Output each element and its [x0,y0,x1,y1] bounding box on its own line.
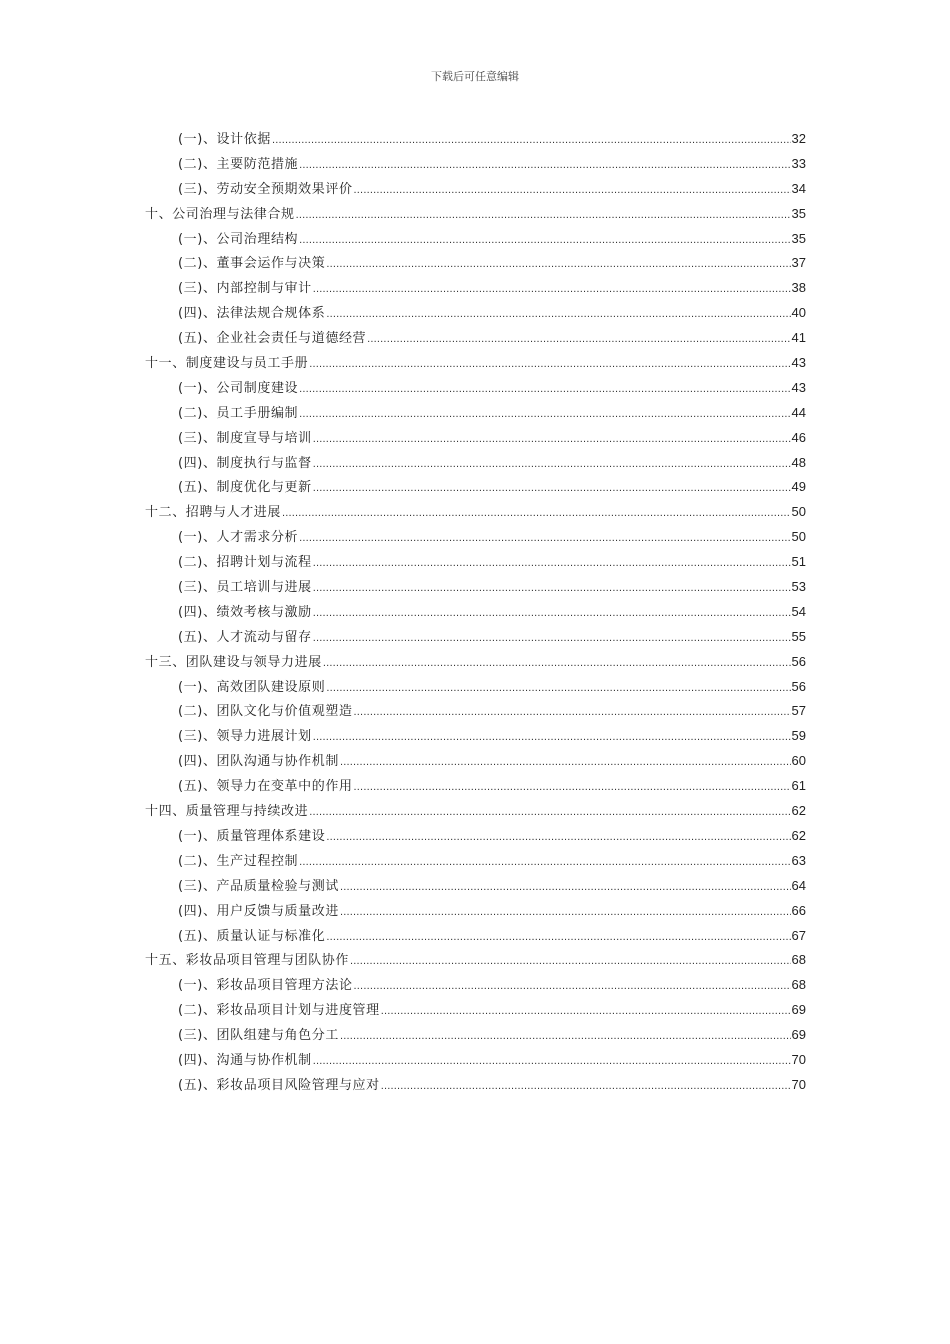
toc-entry-page: 54 [791,603,806,619]
toc-dot-leader [326,925,790,950]
toc-dot-leader [326,252,790,277]
toc-entry[interactable] [145,699,806,724]
toc-entry-page: 61 [791,778,806,794]
toc-entry-title: (一)、高效团队建设原则 [178,679,326,695]
toc-entry-page: 55 [791,628,806,644]
toc-dot-leader [340,750,791,775]
toc-dot-leader [354,700,791,725]
toc-entry-page: 66 [791,902,806,918]
toc-dot-leader [313,551,791,576]
toc-entry-title: (四)、用户反馈与质量改进 [178,903,339,919]
toc-entry-title: (五)、领导力在变革中的作用 [178,779,353,795]
toc-entry-title: (二)、董事会运作与决策 [178,256,326,272]
toc-entry-title: (三)、劳动安全预期效果评价 [178,181,353,197]
toc-entry-title: 十五、彩妆品项目管理与团队协作 [145,953,350,969]
toc-entry[interactable] [145,227,806,252]
toc-dot-leader [340,900,791,925]
toc-dot-leader [326,825,790,850]
toc-entry[interactable] [145,326,806,351]
toc-entry-page: 38 [791,280,806,296]
toc-dot-leader [326,676,790,701]
toc-entry-title: (二)、生产过程控制 [178,853,299,869]
toc-dot-leader [313,601,791,626]
toc-entry-page: 44 [791,404,806,420]
toc-entry[interactable] [145,600,806,625]
toc-entry-page: 60 [791,753,806,769]
toc-entry-page: 33 [791,155,806,171]
toc-dot-leader [299,526,790,551]
toc-entry-page: 51 [791,554,806,570]
toc-entry[interactable] [145,1073,806,1098]
toc-dot-leader [340,1024,791,1049]
table-of-contents [145,127,806,1098]
toc-entry[interactable] [145,874,806,899]
toc-dot-leader [340,875,791,900]
toc-dot-leader [299,228,790,253]
toc-entry-title: (三)、员工培训与进展 [178,580,312,596]
toc-entry-page: 57 [791,703,806,719]
toc-dot-leader [309,800,790,825]
toc-entry-title: (二)、团队文化与价值观塑造 [178,704,353,720]
toc-entry-title: (五)、人才流动与留存 [178,629,312,645]
toc-entry-page: 62 [791,803,806,819]
toc-entry-title: (五)、彩妆品项目风险管理与应对 [178,1077,380,1093]
toc-entry[interactable] [145,152,806,177]
toc-dot-leader [282,501,791,526]
toc-entry[interactable] [145,575,806,600]
toc-dot-leader [367,327,790,352]
toc-entry-title: (一)、质量管理体系建设 [178,828,326,844]
toc-entry-page: 32 [791,131,806,146]
toc-entry-page: 70 [791,1076,806,1092]
toc-dot-leader [313,476,791,501]
toc-entry-title: (三)、团队组建与角色分工 [178,1028,339,1044]
toc-entry-page: 40 [791,305,806,321]
toc-entry[interactable] [145,899,806,924]
toc-entry[interactable] [145,998,806,1023]
toc-dot-leader [381,1074,791,1099]
toc-entry-page: 67 [791,927,806,943]
toc-entry-title: (二)、招聘计划与流程 [178,555,312,571]
toc-entry-title: (一)、人才需求分析 [178,530,299,546]
toc-entry[interactable] [145,301,806,326]
toc-entry-title: 十一、制度建设与员工手册 [145,356,309,372]
toc-entry[interactable] [145,177,806,202]
toc-dot-leader [296,203,791,228]
toc-entry-title: (三)、内部控制与审计 [178,281,312,297]
toc-entry-page: 69 [791,1002,806,1018]
toc-entry-title: (三)、制度宣导与培训 [178,430,312,446]
toc-dot-leader [381,999,791,1024]
toc-entry-page: 35 [791,230,806,246]
toc-entry-page: 63 [791,852,806,868]
toc-dot-leader [299,377,790,402]
toc-entry-page: 68 [791,952,806,968]
toc-entry[interactable] [145,625,806,650]
toc-entry-title: (三)、领导力进展计划 [178,729,312,745]
toc-entry-title: 十四、质量管理与持续改进 [145,804,309,820]
toc-entry[interactable] [145,799,806,824]
toc-dot-leader [299,153,790,178]
toc-dot-leader [354,974,791,999]
toc-entry-title: (二)、彩妆品项目计划与进度管理 [178,1003,380,1019]
toc-entry[interactable] [145,749,806,774]
toc-entry-title: (五)、质量认证与标准化 [178,928,326,944]
toc-entry[interactable] [145,127,806,152]
toc-entry[interactable] [145,550,806,575]
toc-entry-page: 46 [791,429,806,445]
toc-entry-page: 56 [791,678,806,694]
toc-dot-leader [313,427,791,452]
toc-entry-page: 64 [791,877,806,893]
toc-entry-title: (四)、制度执行与监督 [178,455,312,471]
toc-dot-leader [272,128,791,153]
toc-entry-title: (二)、员工手册编制 [178,405,299,421]
toc-entry[interactable] [145,426,806,451]
toc-entry-page: 62 [791,827,806,843]
toc-entry-title: (五)、企业社会责任与道德经营 [178,331,367,347]
toc-entry-page: 56 [791,653,806,669]
toc-dot-leader [323,651,791,676]
toc-entry-page: 43 [791,379,806,395]
toc-entry-page: 34 [791,180,806,196]
toc-entry-page: 50 [791,529,806,545]
toc-entry-title: (五)、制度优化与更新 [178,480,312,496]
toc-entry-title: (一)、公司制度建设 [178,380,299,396]
toc-entry[interactable] [145,650,806,675]
toc-entry[interactable] [145,351,806,376]
toc-entry[interactable] [145,1048,806,1073]
toc-dot-leader [326,302,790,327]
toc-entry-page: 70 [791,1051,806,1067]
toc-dot-leader [309,352,790,377]
toc-entry-page: 35 [791,205,806,221]
toc-dot-leader [313,1049,791,1074]
toc-entry-title: (一)、公司治理结构 [178,231,299,247]
toc-entry[interactable] [145,251,806,276]
toc-entry-title: (四)、绩效考核与激励 [178,604,312,620]
toc-entry[interactable] [145,948,806,973]
toc-entry-title: (一)、彩妆品项目管理方法论 [178,978,353,994]
toc-entry-page: 49 [791,479,806,495]
toc-entry[interactable] [145,675,806,700]
toc-dot-leader [354,775,791,800]
page-header: 下载后可任意编辑 [431,70,519,83]
toc-entry[interactable] [145,276,806,301]
toc-entry[interactable] [145,724,806,749]
toc-entry-title: 十、公司治理与法律合规 [145,206,295,222]
toc-entry-page: 68 [791,977,806,993]
toc-entry-title: 十二、招聘与人才进展 [145,505,282,521]
toc-entry[interactable] [145,525,806,550]
toc-entry-page: 43 [791,355,806,371]
toc-dot-leader [313,576,791,601]
toc-entry[interactable] [145,973,806,998]
toc-entry-page: 59 [791,728,806,744]
toc-entry[interactable] [145,451,806,476]
toc-dot-leader [313,725,791,750]
toc-dot-leader [313,277,791,302]
toc-dot-leader [313,626,791,651]
toc-dot-leader [313,452,791,477]
toc-entry-page: 53 [791,579,806,595]
toc-entry-page: 48 [791,454,806,470]
toc-entry[interactable] [145,774,806,799]
toc-entry[interactable] [145,924,806,949]
toc-entry-title: 十三、团队建设与领导力进展 [145,654,322,670]
toc-entry-title: (四)、团队沟通与协作机制 [178,754,339,770]
toc-dot-leader [299,850,790,875]
toc-entry-title: (四)、法律法规合规体系 [178,306,326,322]
toc-entry[interactable] [145,376,806,401]
toc-dot-leader [350,949,791,974]
toc-dot-leader [299,402,790,427]
toc-entry-title: (一)、设计依据 [178,132,271,147]
toc-dot-leader [354,178,791,203]
toc-entry[interactable] [145,401,806,426]
toc-entry[interactable] [145,475,806,500]
toc-entry-title: (二)、主要防范措施 [178,156,299,172]
toc-entry-page: 41 [791,330,806,346]
toc-entry-title: (四)、沟通与协作机制 [178,1052,312,1068]
toc-entry[interactable] [145,202,806,227]
toc-entry-page: 69 [791,1027,806,1043]
toc-entry[interactable] [145,824,806,849]
toc-entry[interactable] [145,849,806,874]
toc-entry[interactable] [145,500,806,525]
toc-entry-title: (三)、产品质量检验与测试 [178,878,339,894]
toc-entry-page: 50 [791,504,806,520]
toc-entry-page: 37 [791,255,806,271]
toc-entry[interactable] [145,1023,806,1048]
